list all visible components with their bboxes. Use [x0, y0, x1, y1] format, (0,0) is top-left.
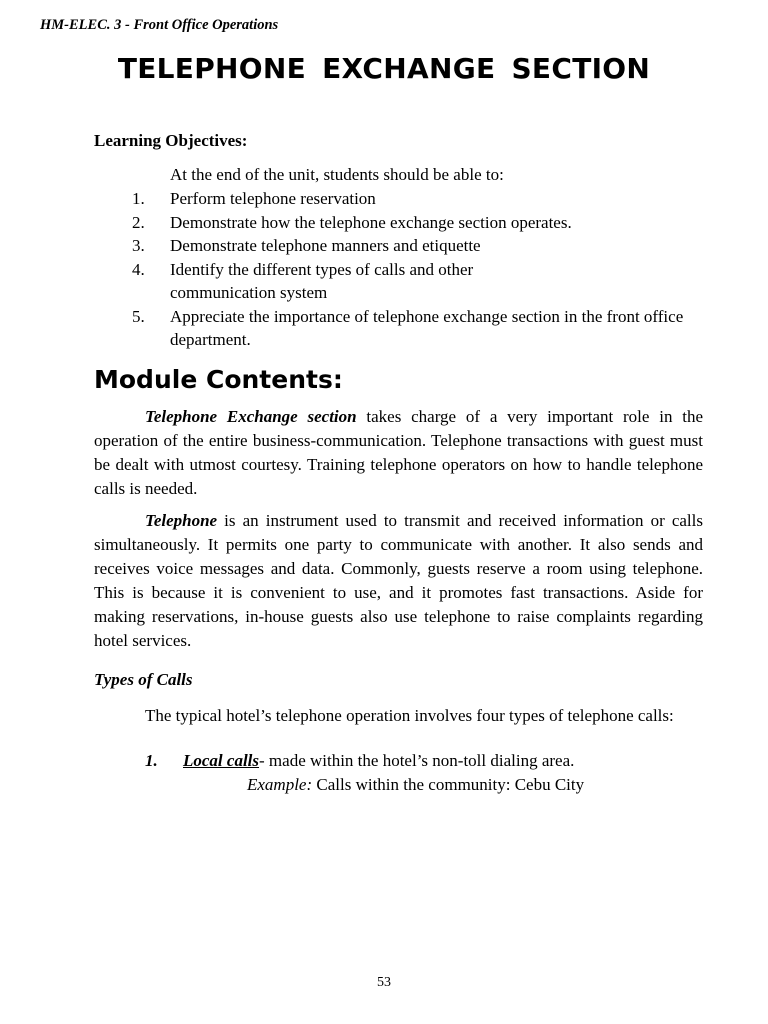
call-type-term: Local calls — [183, 751, 260, 770]
list-item-number: 5. — [132, 306, 145, 326]
call-example — [247, 775, 584, 795]
types-of-calls-heading: Types of Calls — [94, 670, 193, 689]
paragraph-telephone — [94, 509, 703, 653]
example-label: Example: — [247, 775, 313, 794]
term-telephone: Telephone — [145, 511, 218, 530]
call-type-item — [145, 751, 574, 771]
paragraph-text: is an instrument used to transmit and received information or calls simultaneously. It permits one party to communicate with another. It also sends and receives voice messages and data. Commonly, guests reserve a room using telephone. This is because it is convenient to use, and it promotes fast transactions. Aside for making reservations, in-house guests also use telephone to raise complaints regarding hotel services. — [94, 511, 703, 650]
list-item-number: 2. — [132, 212, 145, 232]
list-item — [94, 211, 714, 235]
types-of-calls-intro: The typical hotel’s telephone operation involves four types of telephone calls: — [145, 706, 674, 725]
objectives-list — [94, 187, 714, 352]
list-item-text: Demonstrate telephone manners and etiquette — [170, 236, 481, 255]
list-item-text: Perform telephone reservation — [170, 189, 376, 208]
page-number: 53 — [377, 975, 391, 990]
list-item-text: Demonstrate how the telephone exchange section operates. — [170, 212, 572, 232]
learning-objectives-intro: At the end of the unit, students should be able to: — [170, 165, 504, 184]
example-text: Calls within the community: Cebu City — [312, 775, 585, 794]
learning-objectives-heading: Learning Objectives: — [94, 131, 248, 150]
call-type-number: 1. — [145, 751, 158, 770]
list-item-text: Appreciate the importance of telephone exchange section in the front office department. — [170, 306, 684, 349]
list-item — [94, 187, 714, 211]
list-item — [94, 258, 714, 305]
page-title: TELEPHONE EXCHANGE SECTION — [117, 52, 651, 85]
paragraph-telephone-exchange — [94, 405, 703, 501]
list-item — [94, 305, 714, 352]
call-type-description: - made within the hotel’s non-toll dialing area. — [259, 751, 575, 770]
module-contents-heading: Module Contents: — [94, 365, 343, 394]
list-item-number: 1. — [132, 189, 145, 208]
list-item-number: 3. — [132, 236, 145, 255]
term-telephone-exchange-section: Telephone Exchange section — [145, 407, 357, 426]
list-item — [94, 234, 714, 258]
list-item-number: 4. — [132, 259, 145, 279]
list-item-text: Identify the different types of calls and other communication system — [170, 259, 474, 302]
running-header: HM-ELEC. 3 - Front Office Operations — [40, 17, 279, 33]
paragraph-text: takes charge of a very important role in the operation of the entire business-communication. Telephone transactions with guest must be dealt with utmost courtesy. Training telephone operators on how to handle telephone calls is needed. — [94, 407, 703, 498]
